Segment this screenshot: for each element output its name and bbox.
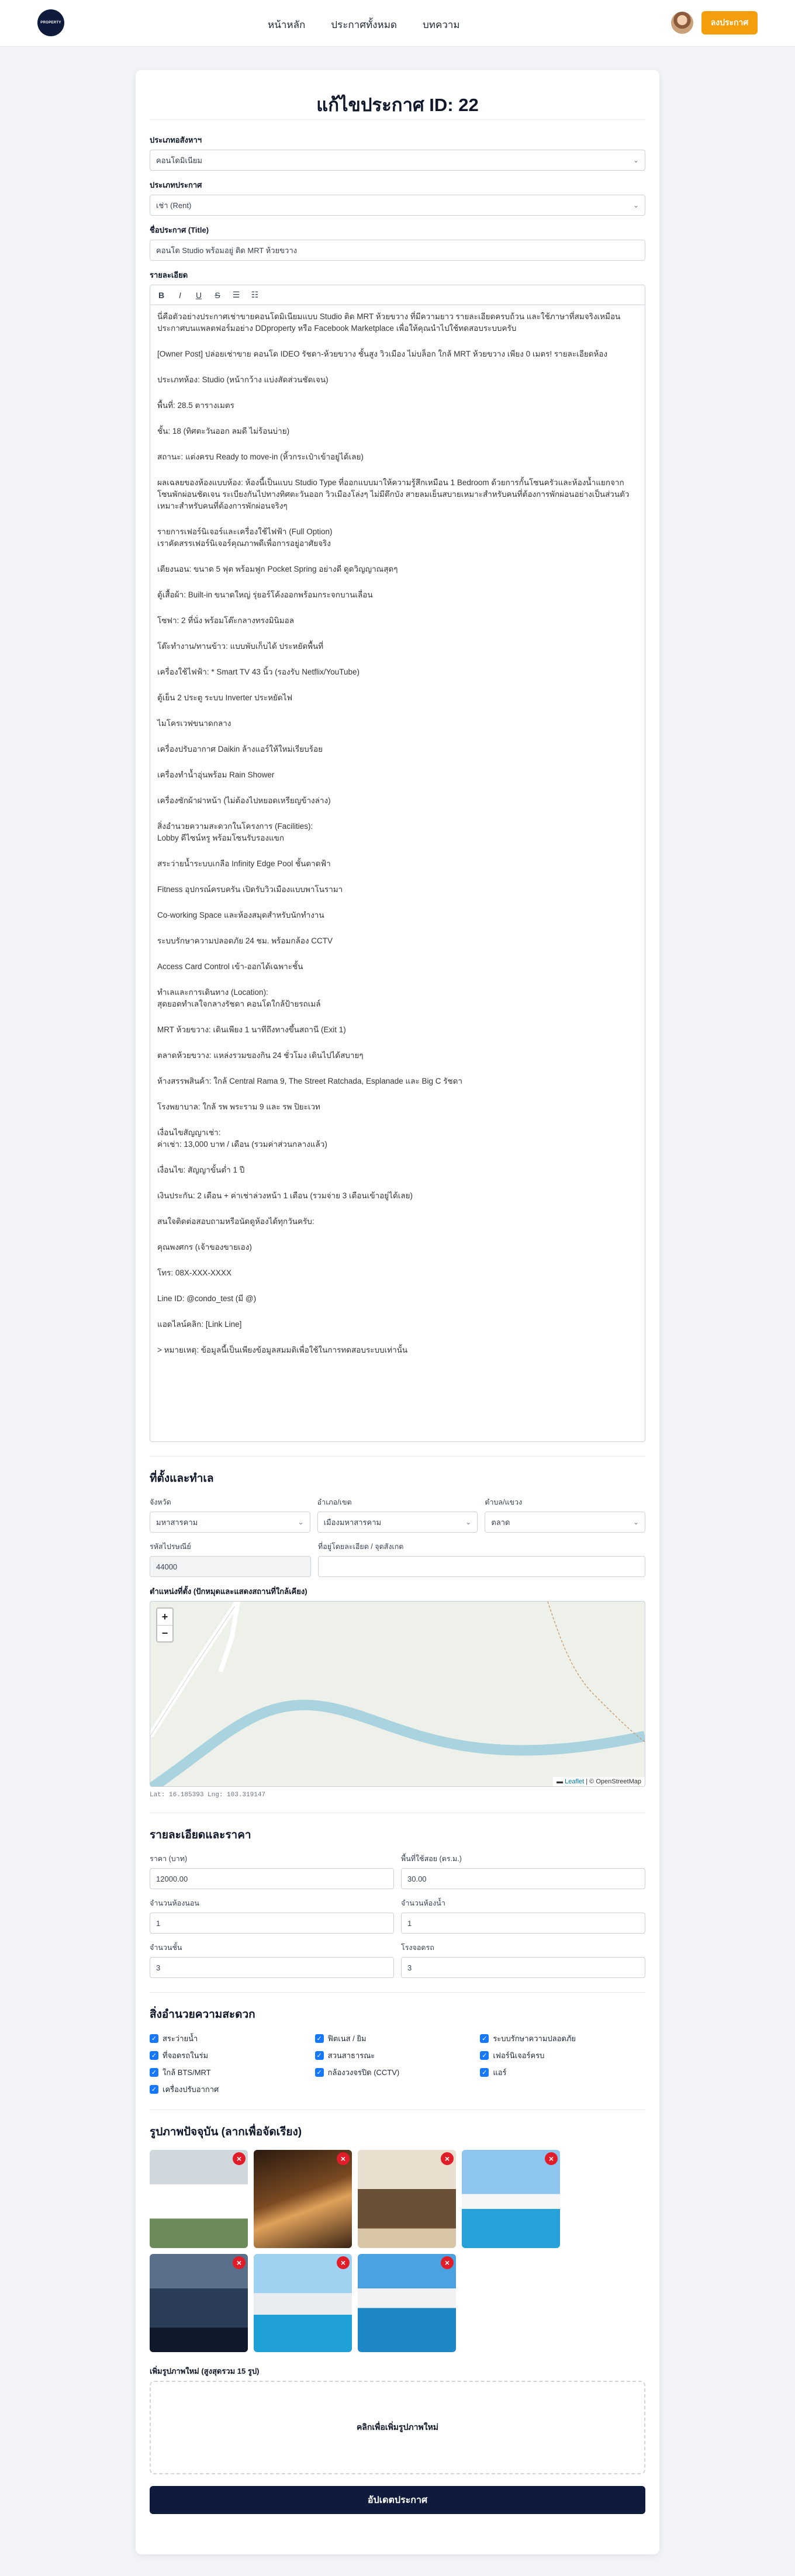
image-upload-dropzone[interactable]: คลิกเพื่อเพิ่มรูปภาพใหม่ (150, 2381, 645, 2474)
chevron-down-icon: ⌄ (465, 1518, 472, 1526)
province-label: จังหวัด (150, 1498, 171, 1506)
subdistrict-label: ตำบล/แขวง (485, 1498, 523, 1506)
facility-checkbox[interactable] (150, 2032, 315, 2045)
checkmark-icon: ✓ (480, 2034, 489, 2043)
description-paragraph: รายการเฟอร์นิเจอร์และเครื่องใช้ไฟฟ้า (Full Option) เราคัดสรรเฟอร์นิเจอร์คุณภาพดีเพื่อการอยู่อาศัยจริง (157, 527, 333, 548)
property-type-select[interactable]: คอนโดมิเนียม ⌄ (150, 150, 645, 171)
strike-button[interactable]: S (215, 290, 220, 300)
description-paragraph: เงินประกัน: 2 เดือน + ค่าเช่าล่วงหน้า 1 เดือน (รวมจ่าย 3 เดือนเข้าอยู่ได้เลย) (157, 1191, 413, 1200)
facility-label: เครื่องปรับอากาศ (163, 2085, 219, 2094)
divider (150, 1456, 645, 1457)
description-paragraph: ห้างสรรพสินค้า: ใกล้ Central Rama 9, The Street Ratchada, Esplanade และ Big C รัชดา (157, 1077, 463, 1085)
facility-label: เฟอร์นิเจอร์ครบ (493, 2051, 545, 2060)
chevron-down-icon: ⌄ (632, 156, 639, 164)
checkmark-icon: ✓ (150, 2051, 158, 2060)
description-paragraph: โทร: 08X-XXX-XXXX (157, 1268, 231, 1277)
facility-checkbox[interactable] (315, 2049, 481, 2062)
checkmark-icon: ✓ (150, 2085, 158, 2094)
bathrooms-label: จำนวนห้องน้ำ (401, 1899, 445, 1907)
title-label: ชื่อประกาศ (Title) (150, 226, 209, 234)
description-paragraph: ตู้เย็น 2 ประตู ระบบ Inverter ประหยัดไฟ (157, 693, 293, 702)
province-select[interactable]: มหาสารคาม ⌄ (150, 1512, 310, 1533)
map-tiles (150, 1602, 645, 1787)
bathrooms-input[interactable]: 1 (401, 1913, 645, 1934)
description-paragraph: ตู้เสื้อผ้า: Built-in ขนาดใหญ่ รุ่ยอร์โค้งออกพร้อมกระจกบานเลื่อน (157, 590, 373, 599)
area-label: พื้นที่ใช้สอย (ตร.ม.) (401, 1855, 462, 1863)
listing-type-label: ประเภทประกาศ (150, 181, 202, 189)
description-paragraph: พื้นที่: 28.5 ตารางเมตร (157, 401, 234, 410)
description-paragraph: > หมายเหตุ: ข้อมูลนี้เป็นเพียงข้อมูลสมมติเพื่อใช้ในการทดสอบระบบเท่านั้น (157, 1346, 408, 1354)
bedrooms-label: จำนวนห้องนอน (150, 1899, 199, 1907)
delete-photo-icon[interactable]: × (441, 2256, 454, 2269)
description-paragraph: [Owner Post] ปล่อยเช่าขาย คอนโด IDEO รัชดา-ห้วยขวาง ชั้นสูง วิวเมือง ไม่บล็อก ใกล้ MRT ห้วยขวาง เพียง 0 เมตร! รายละเอียดห้อง (157, 350, 608, 358)
title-input[interactable]: คอนโด Studio พร้อมอยู่ ติด MRT ห้วยขวาง (150, 240, 645, 261)
listing-photo[interactable] (150, 2254, 248, 2352)
underline-button[interactable]: U (195, 290, 202, 300)
update-listing-button[interactable]: อัปเดตประกาศ (150, 2486, 645, 2514)
description-paragraph: ผลเฉลยของห้องแบบห้อง: ห้องนี้เป็นแบบ Studio Type ที่ออกแบบมาให้ความรู้สึกเหมือน 1 Bedroom ด้วยการกั้นโซนครัวและห้องน้ำแยกจากโซนพักผ่อนชัดเจน ระเบียงกันไปทางทิศตะวันออก วิวเมืองโล่งๆ ไม่มีตึกบัง สายลมเย็นสบายเหมาะสำหรับคนที่ต้องการพักผ่อนอย่างเป็นส่วนตัว เหมาะสำหรับคนที่ต้องการพักผ่อนจริงๆ (157, 478, 630, 510)
nav-all-listings[interactable]: ประกาศทั้งหมด (331, 19, 397, 30)
facility-checkbox[interactable] (315, 2032, 481, 2045)
map-zoom-control (156, 1607, 174, 1643)
main-nav (268, 17, 460, 33)
district-label: อำเภอ/เขต (317, 1498, 352, 1506)
ukraine-flag-icon: ▬ (556, 1778, 564, 1785)
listing-photo[interactable] (358, 2254, 456, 2352)
checkmark-icon: ✓ (150, 2034, 158, 2043)
description-paragraph: เครื่องทำน้ำอุ่นพร้อม Rain Shower (157, 770, 275, 779)
divider (150, 119, 645, 120)
facility-label: กล้องวงจรปิด (CCTV) (327, 2068, 400, 2077)
facility-label: แอร์ (493, 2068, 507, 2077)
facility-checkbox[interactable] (480, 2032, 645, 2045)
listing-photo[interactable] (150, 2150, 248, 2248)
map-attribution (553, 1777, 645, 1786)
description-paragraph: คุณพงศกร (เจ้าของขายเอง) (157, 1243, 252, 1251)
description-paragraph: ชั้น: 18 (ทิศตะวันออก ลมดี ไม่ร้อนบ่าย) (157, 427, 290, 435)
delete-photo-icon[interactable]: × (337, 2256, 350, 2269)
description-paragraph: เครื่องปรับอากาศ Daikin ล้างแอร์ให้ใหม่เรียบร้อย (157, 745, 323, 753)
description-paragraph: ไมโครเวฟขนาดกลาง (157, 719, 231, 728)
leaflet-link[interactable]: Leaflet (565, 1778, 585, 1785)
facility-checkbox[interactable] (150, 2066, 315, 2079)
bedrooms-input[interactable]: 1 (150, 1913, 394, 1934)
post-listing-button[interactable]: ลงประกาศ (701, 11, 758, 34)
facility-label: สระว่ายน้ำ (163, 2034, 198, 2043)
checkmark-icon: ✓ (480, 2068, 489, 2077)
listing-photo[interactable] (358, 2150, 456, 2248)
description-paragraph: สนใจติดต่อสอบถามหรือนัดดูห้องได้ทุกวันครับ: (157, 1217, 314, 1226)
facility-label: สวนสาธารณะ (327, 2051, 375, 2060)
area-input[interactable]: 30.00 (401, 1868, 645, 1889)
delete-photo-icon[interactable]: × (233, 2256, 246, 2269)
description-paragraph: ระบบรักษาความปลอดภัย 24 ชม. พร้อมกล้อง CCTV (157, 936, 333, 945)
bold-button[interactable]: B (158, 290, 165, 300)
parking-label: โรงจอดรถ (401, 1944, 434, 1952)
images-section-title: รูปภาพปัจจุบัน (ลากเพื่อจัดเรียง) (150, 2126, 302, 2138)
description-paragraph: Fitness อุปกรณ์ครบครัน เปิดรับวิวเมืองแบบพาโนรามา (157, 885, 343, 894)
divider (150, 1992, 645, 1993)
description-paragraph: แอดไลน์คลิก: [Link Line] (157, 1320, 242, 1329)
zoom-in-button[interactable]: + (161, 1610, 168, 1623)
site-logo[interactable]: PROPERTY (37, 9, 64, 36)
district-select[interactable]: เมืองมหาสารคาม ⌄ (317, 1512, 478, 1533)
chevron-down-icon: ⌄ (632, 1518, 640, 1526)
description-paragraph: เงื่อนไข: สัญญาขั้นต่ำ 1 ปี (157, 1166, 245, 1174)
description-paragraph: โซฟา: 2 ที่นั่ง พร้อมโต๊ะกลางทรงมินิมอล (157, 616, 294, 625)
upload-label: เพิ่มรูปภาพใหม่ (สูงสุดรวม 15 รูป) (150, 2367, 260, 2376)
latlng-readout: Lat: 16.185393 Lng: 103.319147 (150, 1792, 266, 1799)
image-gallery (150, 2150, 645, 2352)
nav-home[interactable]: หน้าหลัก (268, 19, 306, 30)
ordered-list-button[interactable]: ☰ (232, 290, 240, 299)
subdistrict-select[interactable]: ตลาด ⌄ (485, 1512, 645, 1533)
facility-label: ใกล้ BTS/MRT (163, 2068, 211, 2077)
delete-photo-icon[interactable]: × (441, 2152, 454, 2165)
address-label: ที่อยู่โดยละเอียด / จุดสังเกต (318, 1543, 404, 1551)
facilities-grid (150, 2032, 645, 2096)
property-type-label: ประเภทอสังหาฯ (150, 136, 202, 144)
editor-toolbar (150, 285, 645, 305)
nav-articles[interactable]: บทความ (422, 19, 460, 30)
user-avatar[interactable] (671, 12, 693, 34)
address-input[interactable] (318, 1556, 645, 1577)
description-paragraph: Line ID: @condo_test (มี @) (157, 1294, 257, 1303)
listing-photo[interactable] (462, 2150, 560, 2248)
listing-photo[interactable] (254, 2254, 352, 2352)
checkmark-icon: ✓ (315, 2051, 324, 2060)
delete-photo-icon[interactable]: × (545, 2152, 558, 2165)
map-label: ตำแหน่งที่ตั้ง (ปักหมุดและแสดงสถานที่ใกล้เคียง) (150, 1587, 307, 1596)
bullet-list-button[interactable]: ☷ (251, 290, 259, 299)
checkmark-icon: ✓ (480, 2051, 489, 2060)
description-paragraph: Co-working Space และห้องสมุดสำหรับนักทำงาน (157, 911, 324, 919)
description-paragraph: โรงพยาบาล: ใกล้ รพ พระราม 9 และ รพ ปิยะเวท (157, 1102, 320, 1111)
chevron-down-icon: ⌄ (298, 1518, 304, 1526)
edit-listing-card (136, 70, 659, 2554)
osm-link[interactable]: | © OpenStreetMap (586, 1778, 641, 1785)
facility-label: ระบบรักษาความปลอดภัย (493, 2034, 576, 2043)
listing-type-select[interactable]: เช่า (Rent) ⌄ (150, 195, 645, 216)
facility-label: ฟิตเนส / ยิม (327, 2034, 367, 2043)
parking-input[interactable]: 3 (401, 1957, 645, 1978)
zip-label: รหัสไปรษณีย์ (150, 1543, 191, 1551)
description-paragraph: นี่คือตัวอย่างประกาศเช่าขายคอนโดมิเนียมแบบ Studio ติด MRT ห้วยขวาง ที่มีความยาว รายละเอียดครบถ้วน และใช้ภาษาที่สมจริงเหมือนประกาศบนแพลตฟอร์มอย่าง DDproperty หรือ Facebook Marketplace เพื่อให้คุณนำไปใช้ทดสอบระบบครับ (157, 312, 621, 333)
facility-checkbox[interactable] (480, 2066, 645, 2079)
delete-photo-icon[interactable]: × (337, 2152, 350, 2165)
checkmark-icon: ✓ (315, 2034, 324, 2043)
facility-checkbox[interactable] (480, 2049, 645, 2062)
page-title: แก้ไขประกาศ ID: 22 (316, 95, 479, 115)
description-paragraph: โต๊ะทำงาน/ทานข้าว: แบบพับเก็บได้ ประหยัดพื้นที่ (157, 642, 324, 651)
rich-text-editor[interactable] (150, 285, 645, 1442)
italic-button[interactable]: I (179, 290, 181, 300)
zip-input[interactable]: 44000 (150, 1556, 311, 1577)
floors-input[interactable]: 3 (150, 1957, 394, 1978)
location-map[interactable] (150, 1601, 645, 1787)
description-paragraph: สระว่ายน้ำระบบเกลือ Infinity Edge Pool ชั้นดาดฟ้า (157, 859, 331, 868)
detail-label: รายละเอียด (150, 271, 188, 279)
pricing-section-title: รายละเอียดและราคา (150, 1829, 251, 1841)
price-label: ราคา (บาท) (150, 1855, 188, 1863)
facility-checkbox[interactable] (315, 2066, 481, 2079)
listing-photo[interactable] (254, 2150, 352, 2248)
facility-checkbox[interactable] (150, 2049, 315, 2062)
description-paragraph: สิ่งอำนวยความสะดวกในโครงการ (Facilities): Lobby ดีไซน์หรู พร้อมโซนรับรองแขก (157, 822, 313, 842)
top-navbar (0, 0, 795, 47)
facility-label: ที่จอดรถในร่ม (163, 2051, 209, 2060)
facilities-section-title: สิ่งอำนวยความสะดวก (150, 2008, 255, 2021)
description-paragraph: MRT ห้วยขวาง: เดินเพียง 1 นาทีถึงทางขึ้นสถานี (Exit 1) (157, 1025, 346, 1034)
description-paragraph: ตลาดห้วยขวาง: แหล่งรวมของกิน 24 ชั่วโมง เดินไปได้สบายๆ (157, 1051, 364, 1060)
location-section-title: ที่ตั้งและทำเล (150, 1472, 214, 1485)
facility-checkbox[interactable] (150, 2083, 315, 2096)
description-paragraph: เงื่อนไขสัญญาเช่า: ค่าเช่า: 13,000 บาท / เดือน (รวมค่าส่วนกลางแล้ว) (157, 1128, 327, 1149)
price-input[interactable]: 12000.00 (150, 1868, 394, 1889)
description-paragraph: Access Card Control เข้า-ออกได้เฉพาะชั้น (157, 962, 303, 971)
description-paragraph: สถานะ: แต่งครบ Ready to move-in (หิ้วกระเป๋าเข้าอยู่ได้เลย) (157, 452, 364, 461)
zoom-out-button[interactable]: − (157, 1625, 172, 1641)
delete-photo-icon[interactable]: × (233, 2152, 246, 2165)
editor-content[interactable] (150, 305, 645, 1376)
description-paragraph: ทำเลและการเดินทาง (Location): สุดยอดทำเลใจกลางรัชดา คอนโดใกล้ป้ายรถเมล์ (157, 988, 321, 1008)
checkmark-icon: ✓ (150, 2068, 158, 2077)
chevron-down-icon: ⌄ (632, 201, 639, 209)
description-paragraph: เครื่องใช้ไฟฟ้า: * Smart TV 43 นิ้ว (รองรับ Netflix/YouTube) (157, 668, 360, 676)
description-paragraph: ประเภทห้อง: Studio (หน้ากว้าง แบ่งสัดส่วนชัดเจน) (157, 375, 329, 384)
floors-label: จำนวนชั้น (150, 1944, 182, 1952)
description-paragraph: เตียงนอน: ขนาด 5 ฟุต พร้อมฟูก Pocket Spring อย่างดี ดูดวิญญาณสุดๆ (157, 565, 398, 573)
description-paragraph: เครื่องซักผ้าฝาหน้า (ไม่ต้องไปหยอดเหรียญข้างล่าง) (157, 796, 331, 805)
checkmark-icon: ✓ (315, 2068, 324, 2077)
